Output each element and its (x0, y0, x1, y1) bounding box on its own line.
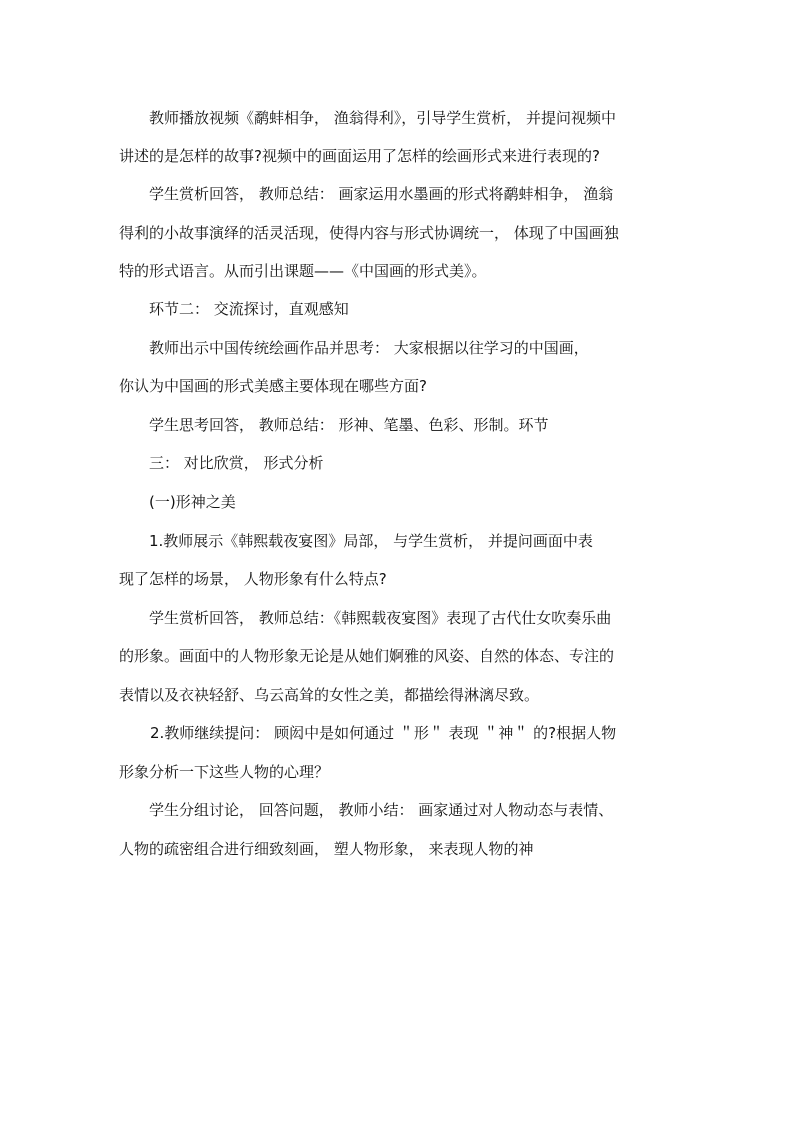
subsection-heading-1: (一)形神之美 (149, 493, 236, 511)
paragraph-8-line-3: 表情以及衣袂轻舒、乌云高耸的女性之美，都描绘得淋漓尽致。 (119, 686, 540, 704)
paragraph-1-line-1: 教师播放视频《鹬蚌相争， 渔翁得利》，引导学生赏析， 并提问视频中 (149, 109, 617, 127)
paragraph-4-line-1: 教师出示中国传统绘画作品并思考： 大家根据以往学习的中国画， (149, 339, 589, 357)
paragraph-2-line-1: 学生赏析回答， 教师总结： 画家运用水墨画的形式将鹬蚌相争， 渔翁 (149, 185, 614, 203)
paragraph-5-line-1: 学生思考回答， 教师总结： 形神、笔墨、色彩、形制。环节 (149, 416, 549, 434)
section-heading-2: 环节二： 交流探讨，直观感知 (149, 300, 349, 318)
paragraph-8-line-2: 的形象。画面中的人物形象无论是从她们婀雅的风姿、自然的体态、专注的 (119, 647, 615, 665)
paragraph-4-line-2: 你认为中国画的形式美感主要体现在哪些方面? (119, 377, 427, 395)
paragraph-8-line-1: 学生赏析回答， 教师总结：《韩熙载夜宴图》表现了古代仕女吹奏乐曲 (149, 609, 612, 627)
paragraph-7-line-1: 1.教师展示《韩熙载夜宴图》局部， 与学生赏析， 并提问画面中表 (149, 532, 593, 550)
paragraph-10-line-1: 学生分组讨论， 回答问题， 教师小结： 画家通过对人物动态与表情、 (149, 801, 614, 819)
paragraph-2-line-2: 得利的小故事演绎的活灵活现，使得内容与形式协调统一， 体现了中国画独 (119, 224, 619, 242)
paragraph-1-line-2: 讲述的是怎样的故事?视频中的画面运用了怎样的绘画形式来进行表现的? (119, 147, 600, 165)
paragraph-9-line-2: 形象分析一下这些人物的心理？ (119, 763, 330, 781)
paragraph-10-line-2: 人物的疏密组合进行细致刻画， 塑人物形象， 来表现人物的神 (119, 840, 534, 858)
paragraph-7-line-2: 现了怎样的场景， 人物形象有什么特点? (119, 570, 387, 588)
paragraph-2-line-3: 特的形式语言。从而引出课题——《中国画的形式美》。 (119, 262, 487, 280)
paragraph-5-line-2: 三： 对比欣赏， 形式分析 (149, 454, 324, 472)
paragraph-9-line-1: 2.教师继续提问： 顾闳中是如何通过 ＂形＂ 表现 ＂神＂ 的?根据人物 (150, 724, 617, 742)
